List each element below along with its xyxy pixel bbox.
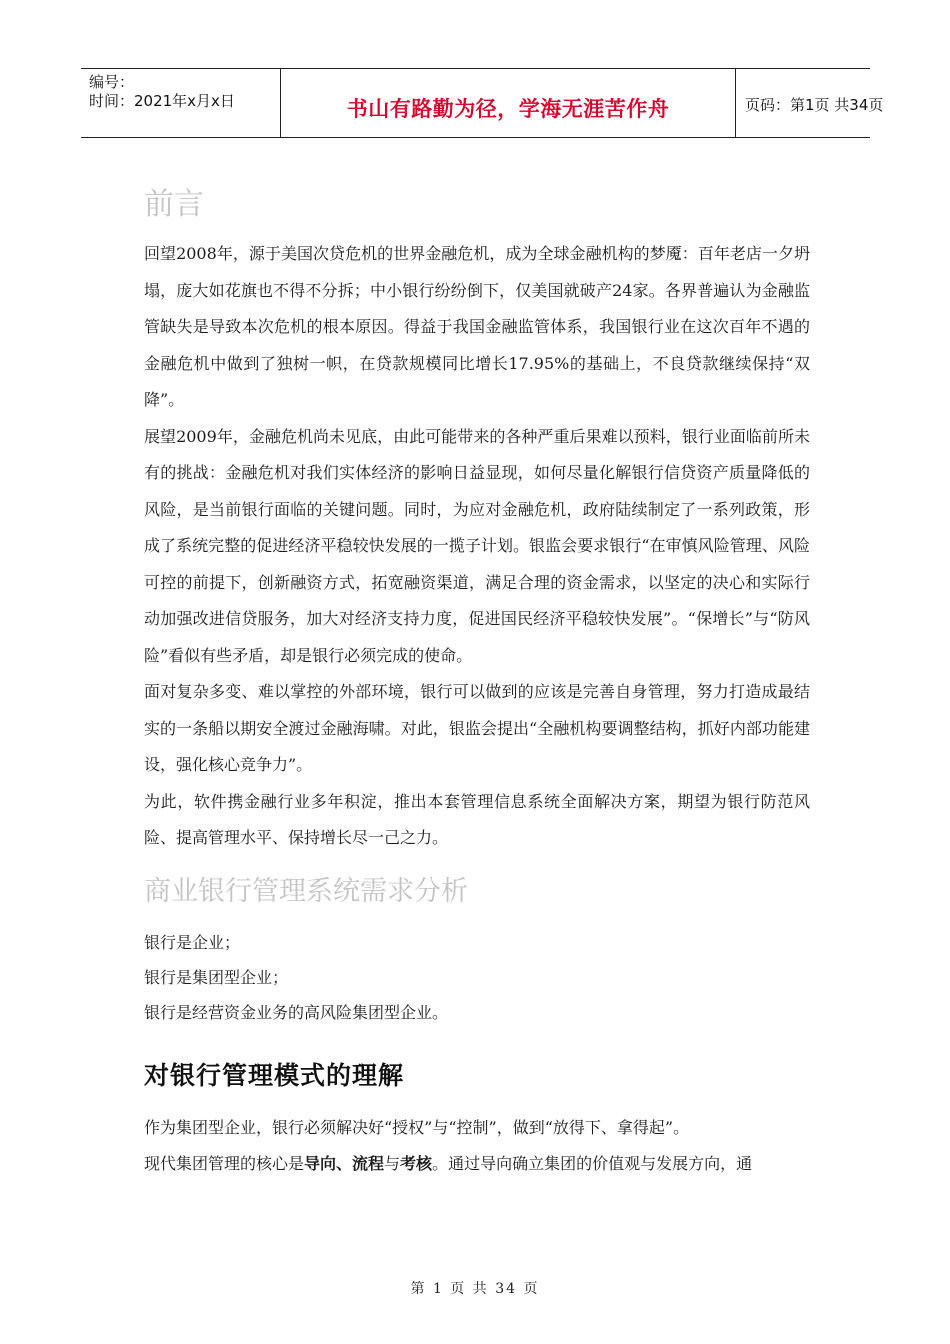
analysis-line-2: 银行是集团型企业；	[144, 967, 289, 987]
management-mode-heading: 对银行管理模式的理解	[144, 1060, 405, 1090]
preface-paragraph-4: 为此，软件携金融行业多年积淀，推出本套管理信息系统全面解决方案，期望为银行防范风险、提高管理水平、保持增长尽一己之力。	[144, 791, 810, 847]
mode-text-and: 与	[384, 1154, 401, 1173]
preface-paragraph-2: 展望2009年，金融危机尚未见底，由此可能带来的各种严重后果难以预料，银行业面临前所未有的挑战：金融危机对我们实体经济的影响日益显现，如何尽量化解银行信贷资产质量降低的风险，是当前银行面临的关键问题。同时，为应对金融危机，政府陆续制定了一系列政策，形成了系统完整的促进经济平稳较快发展的一揽子计划。银监会要求银行“在审慎风险管理、风险可控的前提下，创新融资方式，拓宽融资渠道，满足合理的资金需求，以坚定的决心和实际行动加强改进信贷服务，加大对经济支持力度，促进国民经济平稳较快发展”。“保增长”与“防风险”看似有些矛盾，却是银行必须完成的使命。	[144, 426, 810, 665]
document-date-label: 时间：2021年x月x日	[89, 92, 235, 110]
analysis-heading: 商业银行管理系统需求分析	[144, 875, 468, 907]
preface-paragraph-1: 回望2008年，源于美国次贷危机的世界金融危机，成为全球金融机构的梦魇：百年老店一夕坍塌，庞大如花旗也不得不分拆；中小银行纷纷倒下，仅美国就破产24家。各界普遍认为金融监管缺失是导致本次危机的根本原因。得益于我国金融监管体系，我国银行业在这次百年不遇的金融危机中做到了独树一帜，在贷款规模同比增长17.95%的基础上，不良贷款继续保持“双降”。	[144, 244, 810, 409]
mode-emphasis-guidance-process: 导向、流程	[304, 1154, 385, 1173]
analysis-line-3: 银行是经营资金业务的高风险集团型企业。	[144, 1002, 449, 1022]
page-footer: 第 1 页 共 34 页	[410, 1281, 540, 1297]
preface-paragraph-3: 面对复杂多变、难以掌控的外部环境，银行可以做到的应该是完善自身管理，努力打造成最结实的一条船以期安全渡过金融海啸。对此，银监会提出“全融机构要调整结构，抓好内部功能建设，强化核心竞争力”。	[144, 682, 810, 774]
header-motto-cell	[281, 69, 736, 137]
management-mode-paragraph-1: 作为集团型企业，银行必须解决好“授权”与“控制”，做到“放得下、拿得起”。	[144, 1117, 690, 1137]
mode-emphasis-assessment: 考核	[400, 1154, 433, 1173]
analysis-line-1: 银行是企业；	[144, 932, 241, 952]
document-body	[144, 180, 810, 1183]
management-mode-paragraph-2	[144, 1146, 810, 1183]
document-number-label: 编号：	[89, 73, 135, 91]
mode-text-lead: 现代集团管理的核心是	[144, 1154, 305, 1173]
header-meta-cell	[81, 69, 281, 137]
preface-heading: 前言	[144, 187, 204, 222]
page-header	[81, 68, 884, 138]
header-motto: 书山有路勤为径，学海无涯苦作舟	[346, 97, 670, 121]
mode-text-tail: 。通过导向确立集团的价值观与发展方向，通	[432, 1154, 753, 1173]
header-page-number: 页码：第1页 共34页	[745, 96, 884, 114]
header-page-cell	[736, 69, 884, 137]
